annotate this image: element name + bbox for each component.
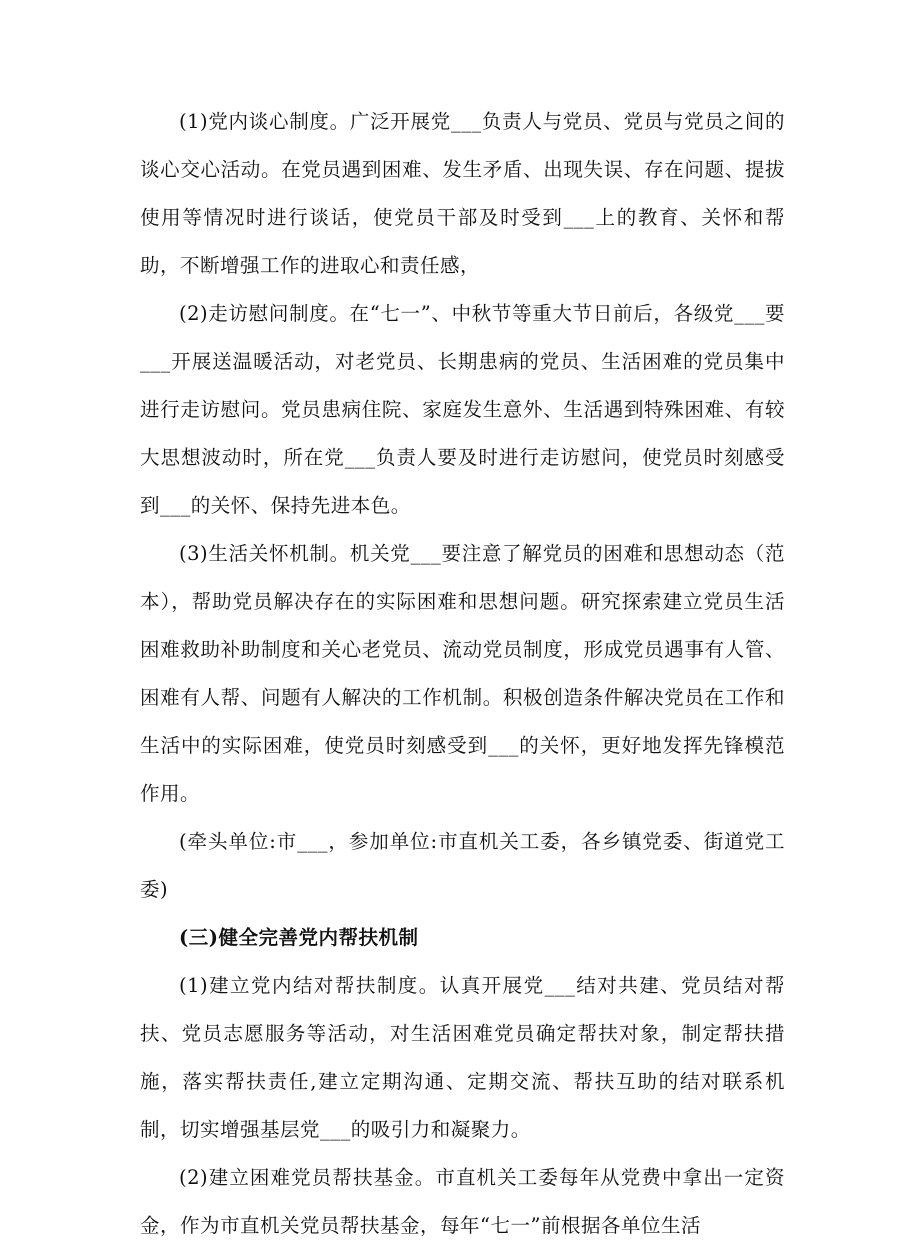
paragraph-pairing-help: (1)建立党内结对帮扶制度。认真开展党___结对共建、党员结对帮扶、党员志愿服务等活动，对生活困难党员确定帮扶对象，制定帮扶措施，落实帮扶责任,建立定期沟通、定期交流、帮扶互助的结对联系机制，切实增强基层党___的吸引力和凝聚力。 bbox=[140, 974, 785, 1141]
paragraph-help-fund: (2)建立困难党员帮扶基金。市直机关工委每年从党费中拿出一定资金，作为市直机关党员帮扶基金，每年“七一”前根据各单位生活 bbox=[140, 1166, 785, 1237]
document-page bbox=[140, 98, 785, 1250]
paragraph-visit-system: (2)走访慰问制度。在“七一”、中秋节等重大节日前后，各级党___要___开展送温暖活动，对老党员、长期患病的党员、生活困难的党员集中进行走访慰问。党员患病住院、家庭发生意外、生活遇到特殊困难、有较大思想波动时，所在党___负责人要及时进行走访慰问，使党员时刻感受到___的关怀、保持先进本色。 bbox=[140, 302, 785, 517]
section-heading: (三)健全完善党内帮扶机制 bbox=[179, 926, 419, 949]
paragraph-life-care: (3)生活关怀机制。机关党___要注意了解党员的困难和思想动态（范本），帮助党员解决存在的实际困难和思想问题。研究探索建立党员生活困难救助补助制度和关心老党员、流动党员制度，形成党员遇事有人管、困难有人帮、问题有人解决的工作机制。积极创造条件解决党员在工作和生活中的实际困难，使党员时刻感受到___的关怀，更好地发挥先锋模范作用。 bbox=[140, 542, 785, 805]
paragraph-talk-system: (1)党内谈心制度。广泛开展党___负责人与党员、党员与党员之间的谈心交心活动。在党员遇到困难、发生矛盾、出现失误、存在问题、提拔使用等情况时进行谈话，使党员干部及时受到___上的教育、关怀和帮助，不断增强工作的进取心和责任感， bbox=[140, 110, 785, 277]
paragraph-lead-units: (牵头单位:市___，参加单位:市直机关工委，各乡镇党委、街道党工委) bbox=[140, 830, 785, 901]
